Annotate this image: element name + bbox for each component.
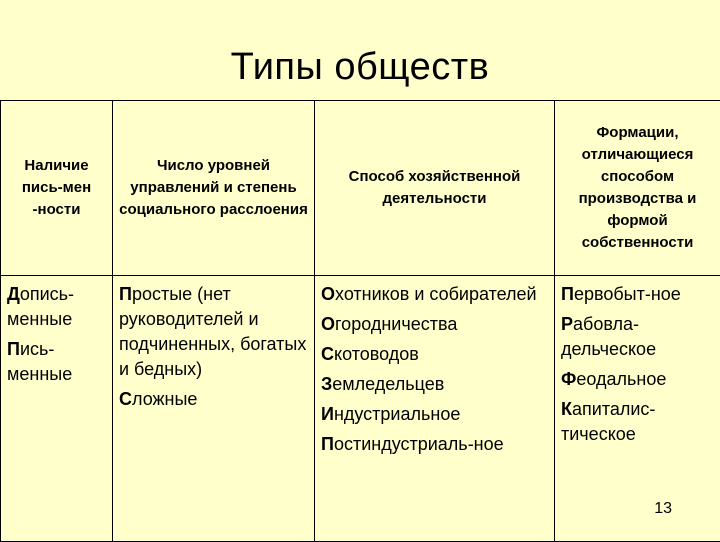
header-formations-label: Формации, отличающиеся способом производства и формой собственности [555,122,720,254]
list-item [321,372,548,397]
header-writing-label: Наличие пись-мен -ности [1,155,112,221]
list-item [7,282,106,332]
header-economic-activity-label: Способ хозяйственной деятельности [315,166,554,210]
list-item [7,337,106,387]
header-cell-formations [555,101,720,276]
item-initial: О [321,314,335,334]
table-header-row [1,101,720,276]
header-cell-management-levels [113,101,315,276]
item-initial: П [561,284,574,304]
item-text: ложные [132,389,197,409]
item-initial: П [119,284,132,304]
page-number: 13 [654,500,672,518]
list-item [561,367,714,392]
item-text: емледельцев [332,374,444,394]
list-item [321,342,548,367]
header-cell-writing [1,101,113,276]
item-initial: О [321,284,335,304]
item-text: апиталис-тическое [561,399,655,444]
item-initial: П [321,434,334,454]
item-text: опись-менные [7,284,74,329]
item-text: еодальное [576,369,666,389]
item-text: абовла-дельческое [561,314,656,359]
item-initial: С [321,344,334,364]
slide-title: Типы обществ [0,46,720,89]
list-item [561,282,714,307]
item-text: ись-менные [7,339,72,384]
body-cell-formations [555,276,720,542]
list-item [321,432,548,457]
body-cell-writing [1,276,113,542]
list-item [561,397,714,447]
table-body-row [1,276,720,542]
item-text: остиндустриаль-ное [334,434,504,454]
item-text: городничества [335,314,457,334]
item-text: котоводов [334,344,419,364]
item-initial: Ф [561,369,576,389]
list-item [321,282,548,307]
item-initial: И [321,404,334,424]
society-types-table [0,100,720,542]
item-text: ервобыт-ное [574,284,681,304]
list-item [321,402,548,427]
header-management-levels-label: Число уровней управлений и степень социального расслоения [113,155,314,221]
list-item [119,282,308,382]
list-item [561,312,714,362]
body-cell-management-levels [113,276,315,542]
item-initial: П [7,339,20,359]
item-initial: С [119,389,132,409]
header-cell-economic-activity [315,101,555,276]
body-cell-economic-activity [315,276,555,542]
item-text: ростые (нет руководителей и подчиненных, богатых и бедных) [119,284,306,379]
item-initial: К [561,399,572,419]
item-initial: Р [561,314,573,334]
item-text: ндустриальное [334,404,460,424]
item-text: хотников и собирателей [335,284,537,304]
list-item [119,387,308,412]
list-item [321,312,548,337]
item-initial: З [321,374,332,394]
item-initial: Д [7,284,20,304]
